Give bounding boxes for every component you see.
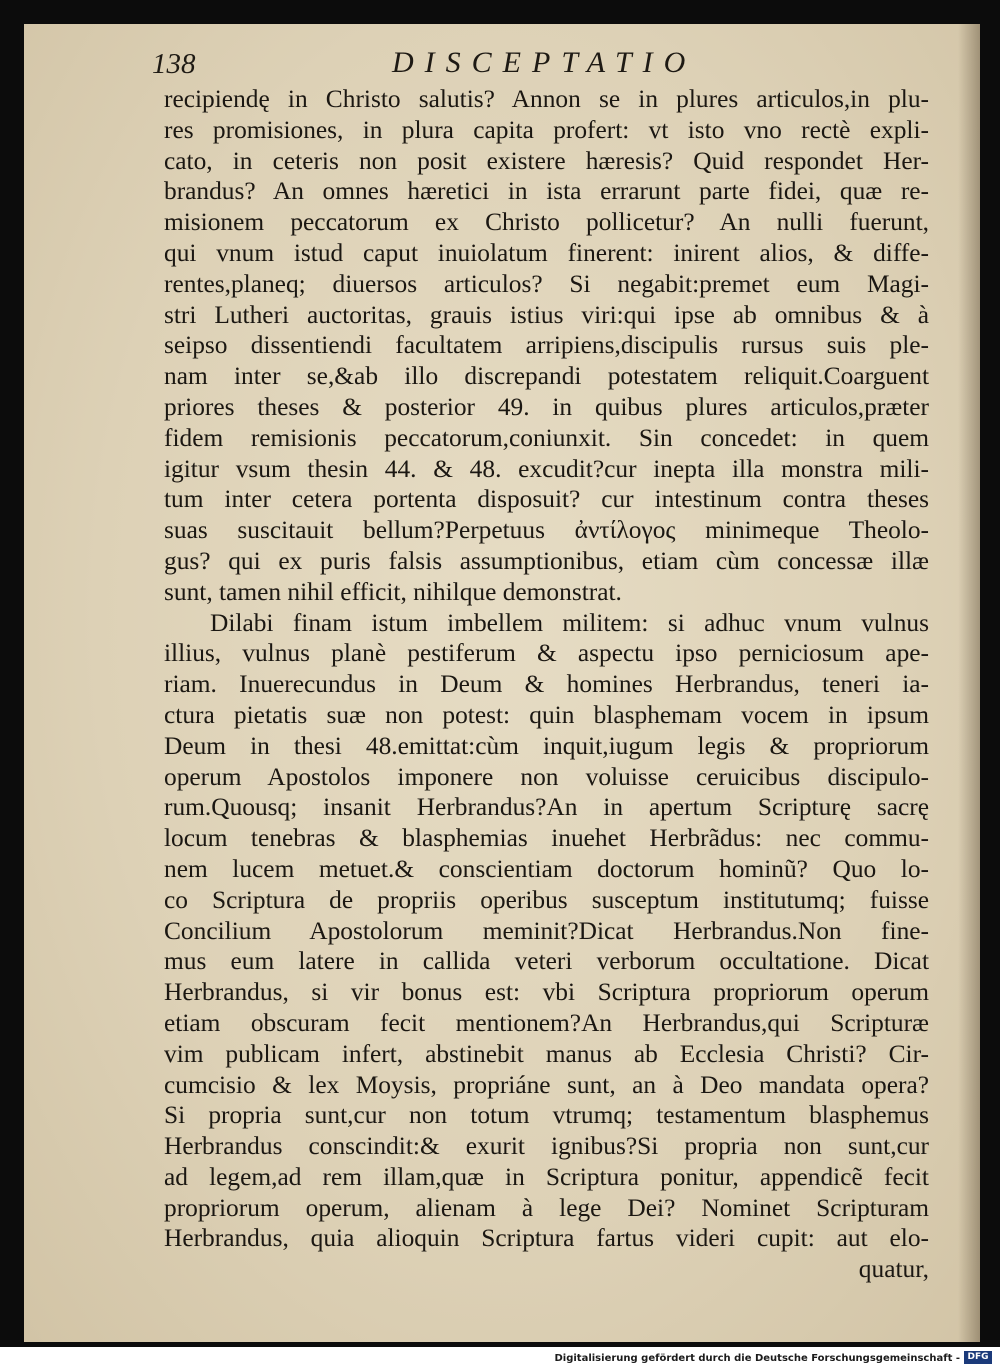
text-line: gus? qui ex puris falsis assumptionibus, etiam cùm concessæ illæ xyxy=(164,546,929,575)
text-line: fidem remisionis peccatorum,coniunxit. Sin concedet: in quem xyxy=(164,423,929,452)
text-line: sunt, tamen nihil efficit, nihilque demonstrat. xyxy=(164,577,622,606)
text-line: operum Apostolos imponere non voluisse ceruicibus discipulo- xyxy=(164,762,929,791)
text-line: rentes,planeq; diuersos articulos? Si negabit:premet eum Magi- xyxy=(164,269,929,298)
text-line: locum tenebras & blasphemias inuehet Herbrãdus: nec commu- xyxy=(164,824,929,853)
text-line: ad legem,ad rem illam,quæ in Scriptura ponitur, appendicẽ fecit xyxy=(164,1162,929,1191)
catchword: quatur, xyxy=(858,1255,929,1284)
running-head xyxy=(152,44,932,88)
text-line: seipso dissentiendi facultatem arripiens,discipulis rursus suis ple- xyxy=(164,331,929,360)
text-line: suas suscitauit bellum?Perpetuus ἀντίλογος minimeque Theolo- xyxy=(164,516,929,545)
page-number: 138 xyxy=(152,48,196,80)
text-line: illius, vulnus planè pestiferum & aspectu ipso perniciosum ape- xyxy=(164,639,929,668)
book-page xyxy=(24,24,980,1342)
text-line: Deum in thesi 48.emittat:cùm inquit,iugum legis & propriorum xyxy=(164,731,929,760)
text-line: nem lucem metuet.& conscientiam doctorum hominũ? Quo lo- xyxy=(164,854,929,883)
text-line: rum.Quousq; insanit Herbrandus?An in apertum Scripturę sacrę xyxy=(164,793,929,822)
text-line: ctura pietatis suæ non potest: quin blasphemam vocem in ipsum xyxy=(164,700,929,729)
text-line: mus eum latere in callida veteri verborum occultatione. Dicat xyxy=(164,947,929,976)
text-line: Concilium Apostolorum meminit?Dicat Herbrandus.Non fine- xyxy=(164,916,929,945)
text-line: priores theses & posterior 49. in quibus plures articulos,præter xyxy=(164,392,929,421)
page-gutter-shadow xyxy=(958,24,980,1342)
text-line: Herbrandus conscindit:& exurit ignibus?Si propria non sunt,cur xyxy=(164,1132,929,1161)
text-line: res promisiones, in plura capita profert: vt isto vno rectè expli- xyxy=(164,115,929,144)
text-line: Herbrandus, si vir bonus est: vbi Scriptura propriorum operum xyxy=(164,978,929,1007)
text-line: vim publicam infert, abstinebit manus ab Ecclesia Christi? Cir- xyxy=(164,1039,929,1068)
text-line: Herbrandus, quia alioquin Scriptura fartus videri cupit: aut elo- xyxy=(164,1224,929,1253)
text-line: cato, in ceteris non posit existere hæresis? Quid respondet Her- xyxy=(164,146,929,175)
text-line: brandus? An omnes hæretici in ista errarunt parte fidei, quæ re- xyxy=(164,177,929,206)
text-line: igitur vsum thesin 44. & 48. excudit?cur inepta illa monstra mili- xyxy=(164,454,929,483)
text-line: recipiendę in Christo salutis? Annon se in plures articulos,in plu- xyxy=(164,85,929,113)
digitization-footer xyxy=(0,1347,1000,1367)
text-line: misionem peccatorum ex Christo pollicetur? An nulli fuerunt, xyxy=(164,208,929,237)
text-line: qui vnum istud caput inuiolatum finerent: inirent alios, & diffe- xyxy=(164,238,929,267)
funding-credit: Digitalisierung gefördert durch die Deutsche Forschungsgemeinschaft - xyxy=(554,1353,960,1364)
text-block xyxy=(164,84,929,1285)
text-line: Si propria sunt,cur non totum vtrumq; testamentum blasphemus xyxy=(164,1101,929,1130)
text-line: tum inter cetera portenta disposuit? cur intestinum contra theses xyxy=(164,485,929,514)
text-line: nam inter se,&ab illo discrepandi potestatem reliquit.Coarguent xyxy=(164,362,929,391)
text-line: riam. Inuerecundus in Deum & homines Herbrandus, teneri ia- xyxy=(164,670,929,699)
text-line: stri Lutheri auctoritas, grauis istius viri:qui ipse ab omnibus & à xyxy=(164,300,929,329)
text-line: co Scriptura de propriis operibus susceptum institutumq; fuisse xyxy=(164,885,929,914)
text-line: Dilabi finam istum imbellem militem: si adhuc vnum vulnus xyxy=(210,608,929,637)
text-line: propriorum operum, alienam à lege Dei? Nominet Scripturam xyxy=(164,1193,929,1222)
text-line: etiam obscuram fecit mentionem?An Herbrandus,qui Scripturæ xyxy=(164,1008,929,1037)
running-title: DISCEPTATIO xyxy=(392,46,697,79)
text-line: cumcisio & lex Moysis, propriáne sunt, an à Deo mandata opera? xyxy=(164,1070,929,1099)
dfg-logo: DFG xyxy=(964,1351,992,1364)
